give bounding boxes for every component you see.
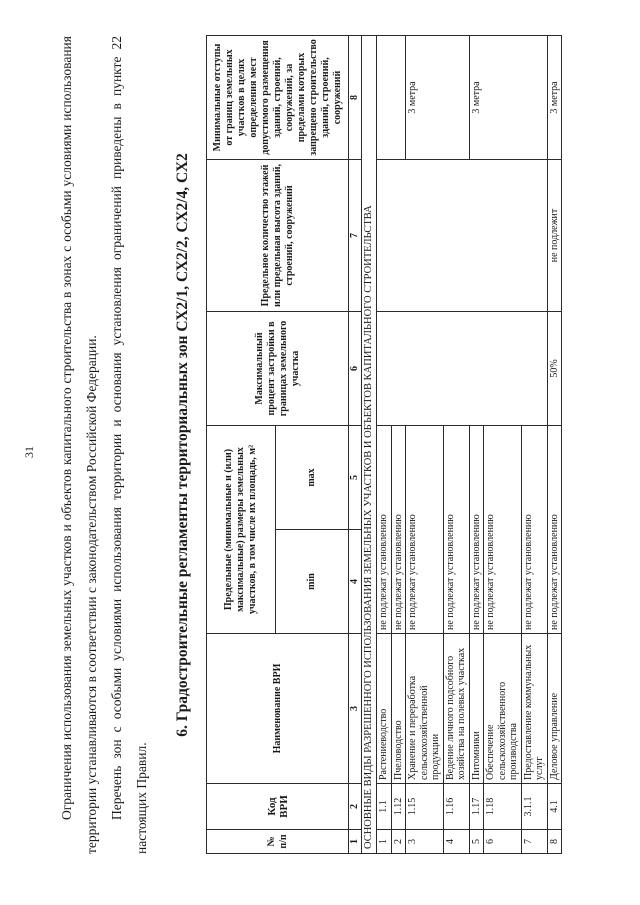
intro-paragraph-1: Ограничения использования земельных участков и объектов капитального строительства в зонах с особыми условиями использования территории устанавливаются в соответствии с законодательством Российской Федерации. [59, 36, 99, 854]
regulations-table [206, 35, 562, 854]
floors-block [377, 159, 548, 311]
header-setback: Минимальные отступы от границ земельных участков в целях определения мест допустимого размещения зданий, строений, сооружений, за пределами которых запрещено строительство зданий, строений, сооружений [207, 35, 349, 159]
row-floors: не подлежит [547, 159, 562, 311]
page-number: 31 [22, 446, 36, 458]
column-number-row [349, 35, 362, 853]
section-title: 6. Градостроительные регламенты территориальных зон СХ2/1, СХ2/2, СХ2/4, СХ2 [174, 153, 191, 737]
row-size: не подлежат установлению [443, 425, 469, 633]
column-number: 8 [349, 35, 362, 159]
row-size: не подлежат установлению [377, 425, 392, 633]
row-number: 1 [377, 830, 392, 854]
setback-value: 3 метра [469, 35, 547, 159]
table-row [406, 35, 444, 853]
section-label: ОСНОВНЫЕ ВИДЫ РАЗРЕШЕННОГО ИСПОЛЬЗОВАНИЯ ЗЕМЕЛЬНЫХ УЧАСТКОВ И ОБЪЕКТОВ КАПИТАЛЬНОГО СТРОИТЕЛЬСТВА [362, 35, 377, 853]
table-row [377, 35, 392, 853]
setback-value: 3 метра [406, 35, 470, 159]
row-number: 4 [443, 830, 469, 854]
row-number: 6 [484, 830, 522, 854]
header-max: max [276, 425, 349, 529]
header-size-group: Предельные (минимальные и (или) максимальные) размеры земельных участков, в том числе их площадь, м² [207, 425, 276, 633]
percent-block [377, 311, 548, 425]
table-row [547, 35, 562, 853]
header-name: Наименование ВРИ [207, 634, 349, 784]
row-size: не подлежат установлению [484, 425, 522, 633]
column-number: 2 [349, 784, 362, 830]
row-code: 4.1 [547, 784, 562, 830]
row-setback: 3 метра [547, 35, 562, 159]
row-name: Хранение и переработка сельскохозяйственной продукции [406, 634, 444, 784]
column-number: 3 [349, 634, 362, 784]
row-number: 3 [406, 830, 444, 854]
header-num: № п/п [207, 830, 349, 854]
row-code: 1.16 [443, 784, 469, 830]
row-name: Обеспечение сельскохозяйственного производства [484, 634, 522, 784]
row-number: 8 [547, 830, 562, 854]
column-number: 4 [349, 530, 362, 634]
row-size: не подлежат установлению [469, 425, 484, 633]
row-number: 2 [391, 830, 406, 854]
setback-empty [377, 35, 406, 159]
row-size: не подлежат установлению [406, 425, 444, 633]
rotated-page [20, 12, 620, 892]
table-row [469, 35, 484, 853]
header-min: min [276, 530, 349, 634]
header-code: Код ВРИ [207, 784, 349, 830]
column-number: 7 [349, 159, 362, 311]
row-size: не подлежат установлению [391, 425, 406, 633]
row-code: 1.18 [484, 784, 522, 830]
row-name: Питомники [469, 634, 484, 784]
section-row [362, 35, 377, 853]
header-row [207, 35, 276, 853]
row-name: Деловое управление [547, 634, 562, 784]
header-percent: Максимальный процент застройки в границах земельного участка [207, 311, 349, 425]
row-name: Пчеловодство [391, 634, 406, 784]
row-code: 1.1 [377, 784, 392, 830]
row-code: 1.17 [469, 784, 484, 830]
intro-paragraph-2: Перечень зон с особыми условиями использования территории и основания установления ограничений приведены в пункте 22 настоящих Правил. [109, 36, 149, 854]
column-number: 5 [349, 425, 362, 529]
row-code: 3.1.1 [521, 784, 547, 830]
row-number: 7 [521, 830, 547, 854]
column-number: 6 [349, 311, 362, 425]
row-code: 1.15 [406, 784, 444, 830]
row-number: 5 [469, 830, 484, 854]
column-number: 1 [349, 830, 362, 854]
row-name: Растениеводство [377, 634, 392, 784]
row-size: не подлежат установлению [547, 425, 562, 633]
row-percent: 50% [547, 311, 562, 425]
row-name: Предоставление коммунальных услуг [521, 634, 547, 784]
intro-text [54, 36, 154, 854]
row-code: 1.12 [391, 784, 406, 830]
row-name: Ведение личного подсобного хозяйства на полевых участках [443, 634, 469, 784]
row-size: не подлежат установлению [521, 425, 547, 633]
header-floors: Предельное количество этажей или предельная высота зданий, строений, сооружений [207, 159, 349, 311]
